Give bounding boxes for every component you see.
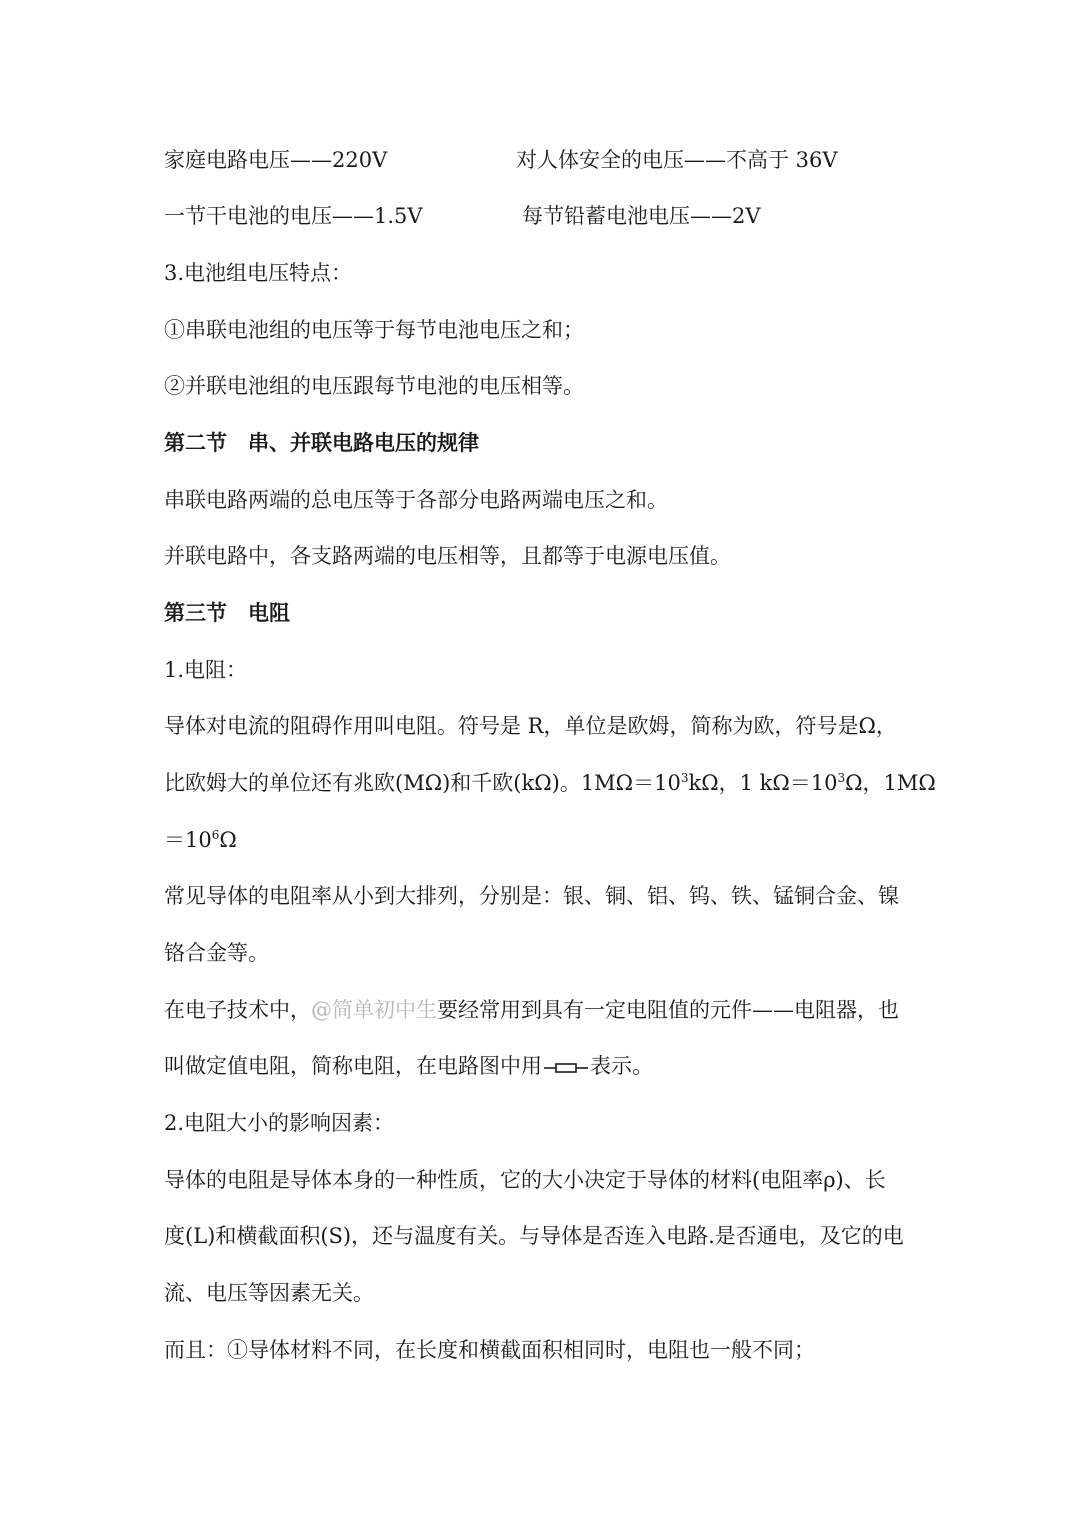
factors-paragraph-line-3: 流、电压等因素无关。: [164, 1281, 374, 1305]
battery-item-series: ①串联电池组的电压等于每节电池电压之和；: [164, 318, 584, 342]
resistor-text-d: 表示。: [590, 1054, 653, 1078]
battery-item-parallel: ②并联电池组的电压跟每节电池的电压相等。: [164, 374, 584, 398]
dry-cell-voltage-text: 一节干电池的电压——1.5V: [164, 204, 423, 228]
voltage-row-1: [164, 145, 924, 175]
resistor-symbol-icon: [544, 1061, 588, 1075]
units-exponent-2: 3: [837, 771, 846, 785]
factors-paragraph-line-1: 导体的电阻是导体本身的一种性质，它的大小决定于导体的材料(电阻率ρ)、长: [164, 1168, 886, 1192]
units-exponent-1: 3: [680, 771, 689, 785]
resistor-paragraph-line-2: [164, 1051, 924, 1081]
resistor-text-a: 在电子技术中，: [164, 998, 311, 1022]
parallel-voltage-rule: 并联电路中，各支路两端的电压相等，且都等于电源电压值。: [164, 544, 731, 568]
lead-battery-voltage-text: 每节铅蓄电池电压——2V: [522, 204, 761, 228]
safe-voltage-text: 对人体安全的电压——不高于 36V: [516, 148, 838, 172]
factors-paragraph-line-2: 度(L)和横截面积(S)，还与温度有关。与导体是否连入电路.是否通电，及它的电: [164, 1224, 904, 1248]
section-3-heading: 第三节 电阻: [164, 601, 290, 625]
resistance-units-line: [164, 768, 936, 798]
watermark-text: @简单初中生: [311, 998, 437, 1022]
units-text-a: 比欧姆大的单位还有兆欧(MΩ)和千欧(kΩ)。1MΩ＝10: [164, 771, 681, 795]
megaohm-text-b: Ω: [219, 828, 237, 852]
resistance-definition: 导体对电流的阻碍作用叫电阻。符号是 R，单位是欧姆，简称为欧，符号是Ω，: [164, 714, 897, 738]
resistance-megaohm-line: [164, 825, 924, 855]
megaohm-text-a: ＝10: [164, 828, 212, 852]
battery-heading: 3.电池组电压特点：: [164, 261, 353, 285]
series-voltage-rule: 串联电路两端的总电压等于各部分电路两端电压之和。: [164, 488, 668, 512]
megaohm-exponent: 6: [211, 828, 220, 842]
resistor-text-b: 要经常用到具有一定电阻值的元件——电阻器，也: [437, 998, 899, 1022]
voltage-row-2: [164, 201, 924, 231]
resistivity-order-line-1: 常见导体的电阻率从小到大排列，分别是：银、铜、铝、钨、铁、锰铜合金、镍: [164, 884, 899, 908]
units-text-b: kΩ，1 kΩ＝10: [688, 771, 838, 795]
resistance-heading: 1.电阻：: [164, 658, 248, 682]
resistor-text-c: 叫做定值电阻，简称电阻，在电路图中用: [164, 1054, 542, 1078]
section-2-heading: 第二节 串、并联电路电压的规律: [164, 431, 479, 455]
resistor-paragraph-line-1: [164, 995, 924, 1025]
factors-paragraph-line-4: 而且：①导体材料不同，在长度和横截面积相同时，电阻也一般不同；: [164, 1338, 815, 1362]
household-voltage-text: 家庭电路电压——220V: [164, 148, 388, 172]
units-text-c: Ω，1MΩ: [845, 771, 936, 795]
resistivity-order-line-2: 铬合金等。: [164, 941, 269, 965]
factors-heading: 2.电阻大小的影响因素：: [164, 1111, 395, 1135]
